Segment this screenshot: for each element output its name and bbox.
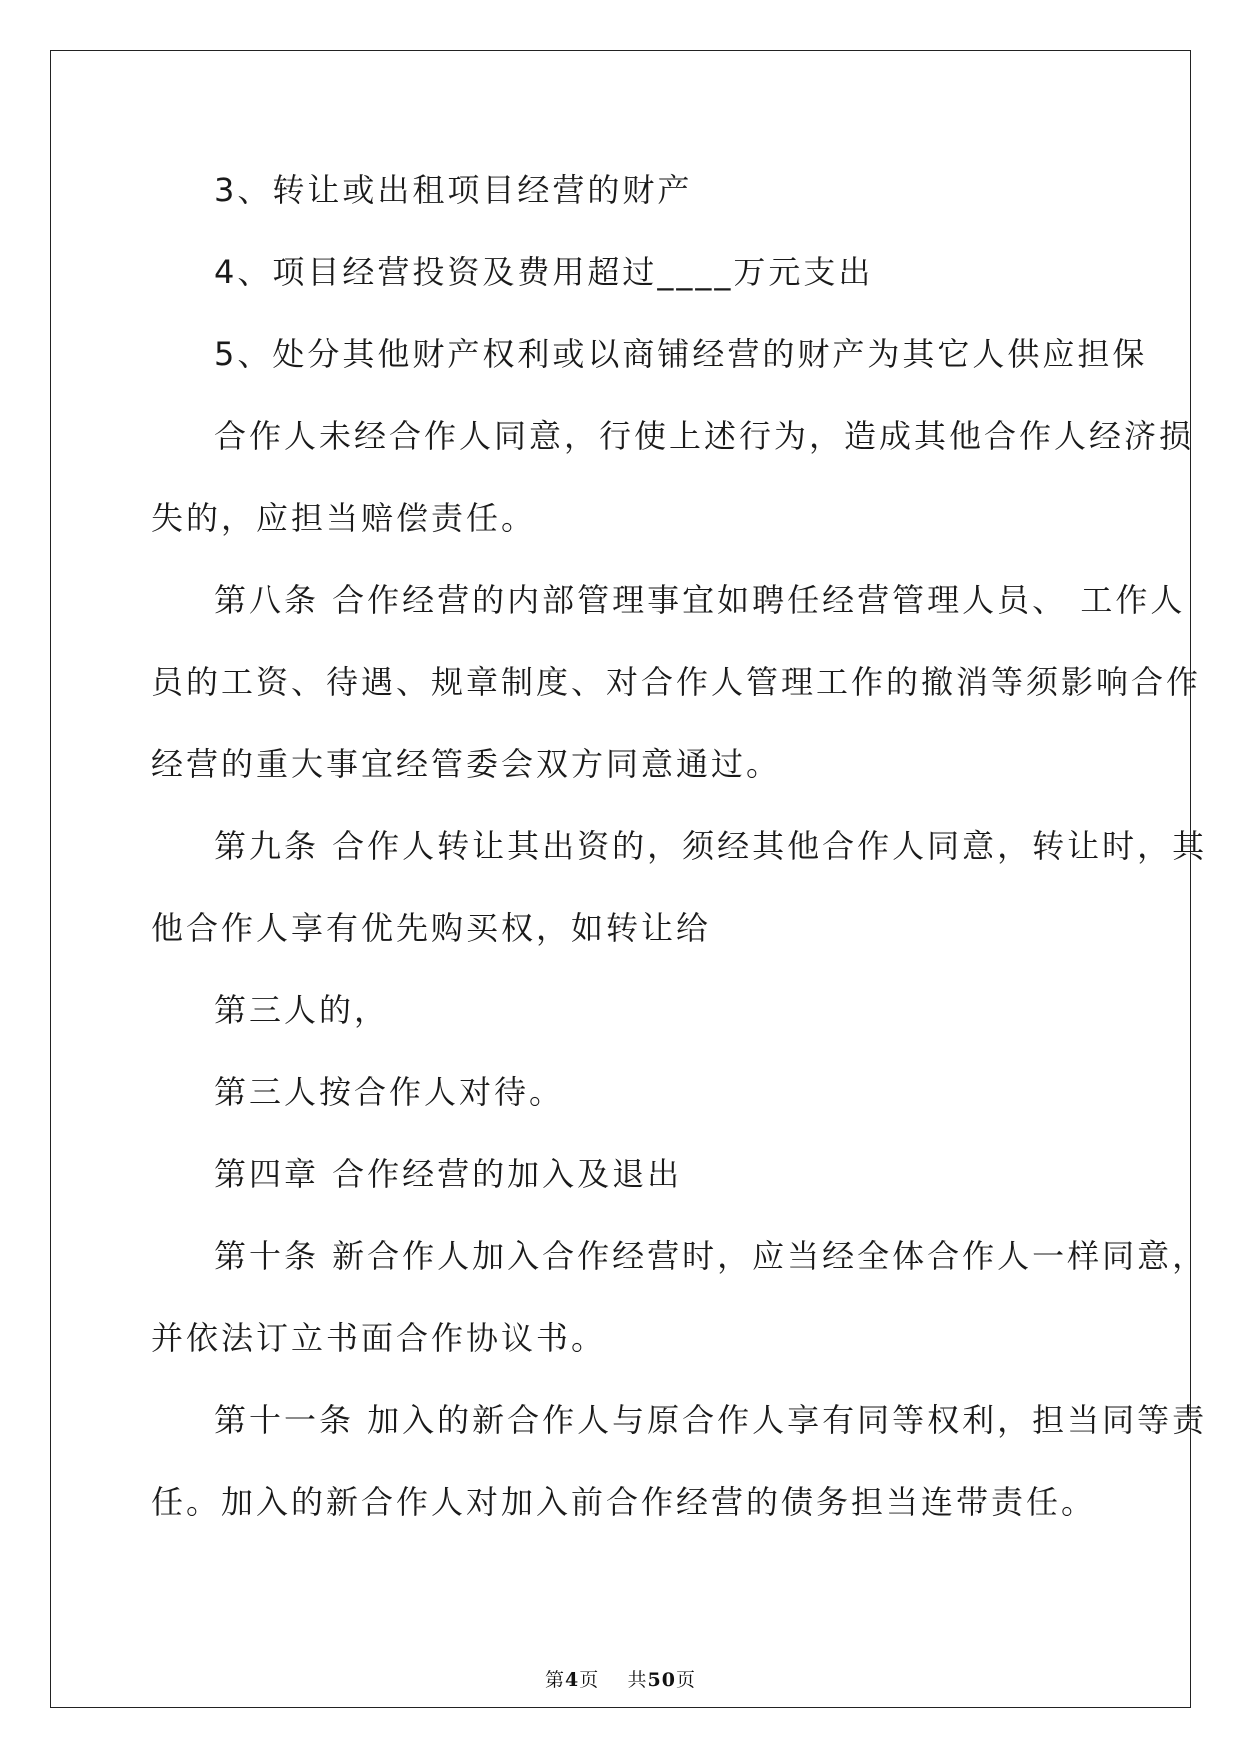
- list-item: 5、处分其他财产权利或以商铺经营的财产为其它人供应担保: [214, 335, 1148, 373]
- page-border: [50, 50, 1191, 1708]
- paragraph-line: 第三人的，: [214, 991, 390, 1029]
- paragraph-line: 任。加入的新合作人对加入前合作经营的债务担当连带责任。: [151, 1483, 1097, 1521]
- paragraph-line: 并依法订立书面合作协议书。: [151, 1319, 607, 1357]
- paragraph-line: 第三人按合作人对待。: [214, 1073, 565, 1111]
- paragraph-line: 第八条 合作经营的内部管理事宜如聘任经营管理人员、 工作人: [214, 581, 1186, 619]
- paragraph-line: 员的工资、待遇、规章制度、对合作人管理工作的撤消等须影响合作: [151, 663, 1202, 701]
- paragraph-line: 第九条 合作人转让其出资的，须经其他合作人同意，转让时，其: [214, 827, 1208, 865]
- list-item: 4、项目经营投资及费用超过____万元支出: [214, 253, 874, 291]
- paragraph-line: 合作人未经合作人同意，行使上述行为，造成其他合作人经济损: [214, 417, 1195, 455]
- total-prefix: 共: [627, 1669, 648, 1691]
- total-suffix: 页: [675, 1669, 696, 1691]
- page-suffix: 页: [579, 1669, 600, 1691]
- page-prefix: 第: [545, 1669, 566, 1691]
- page-number: 4: [565, 1669, 580, 1691]
- paragraph-line: 第十一条 加入的新合作人与原合作人享有同等权利，担当同等责: [214, 1401, 1208, 1439]
- paragraph-line: 第十条 新合作人加入合作经营时，应当经全体合作人一样同意，: [214, 1237, 1208, 1275]
- list-item: 3、转让或出租项目经营的财产: [214, 171, 693, 209]
- paragraph-line: 经营的重大事宜经管委会双方同意通过。: [151, 745, 782, 783]
- total-pages: 50: [647, 1669, 676, 1691]
- page-footer: [0, 1665, 1241, 1692]
- paragraph-line: 失的，应担当赔偿责任。: [151, 499, 537, 537]
- chapter-heading: 第四章 合作经营的加入及退出: [214, 1155, 683, 1193]
- paragraph-line: 他合作人享有优先购买权，如转让给: [151, 909, 712, 947]
